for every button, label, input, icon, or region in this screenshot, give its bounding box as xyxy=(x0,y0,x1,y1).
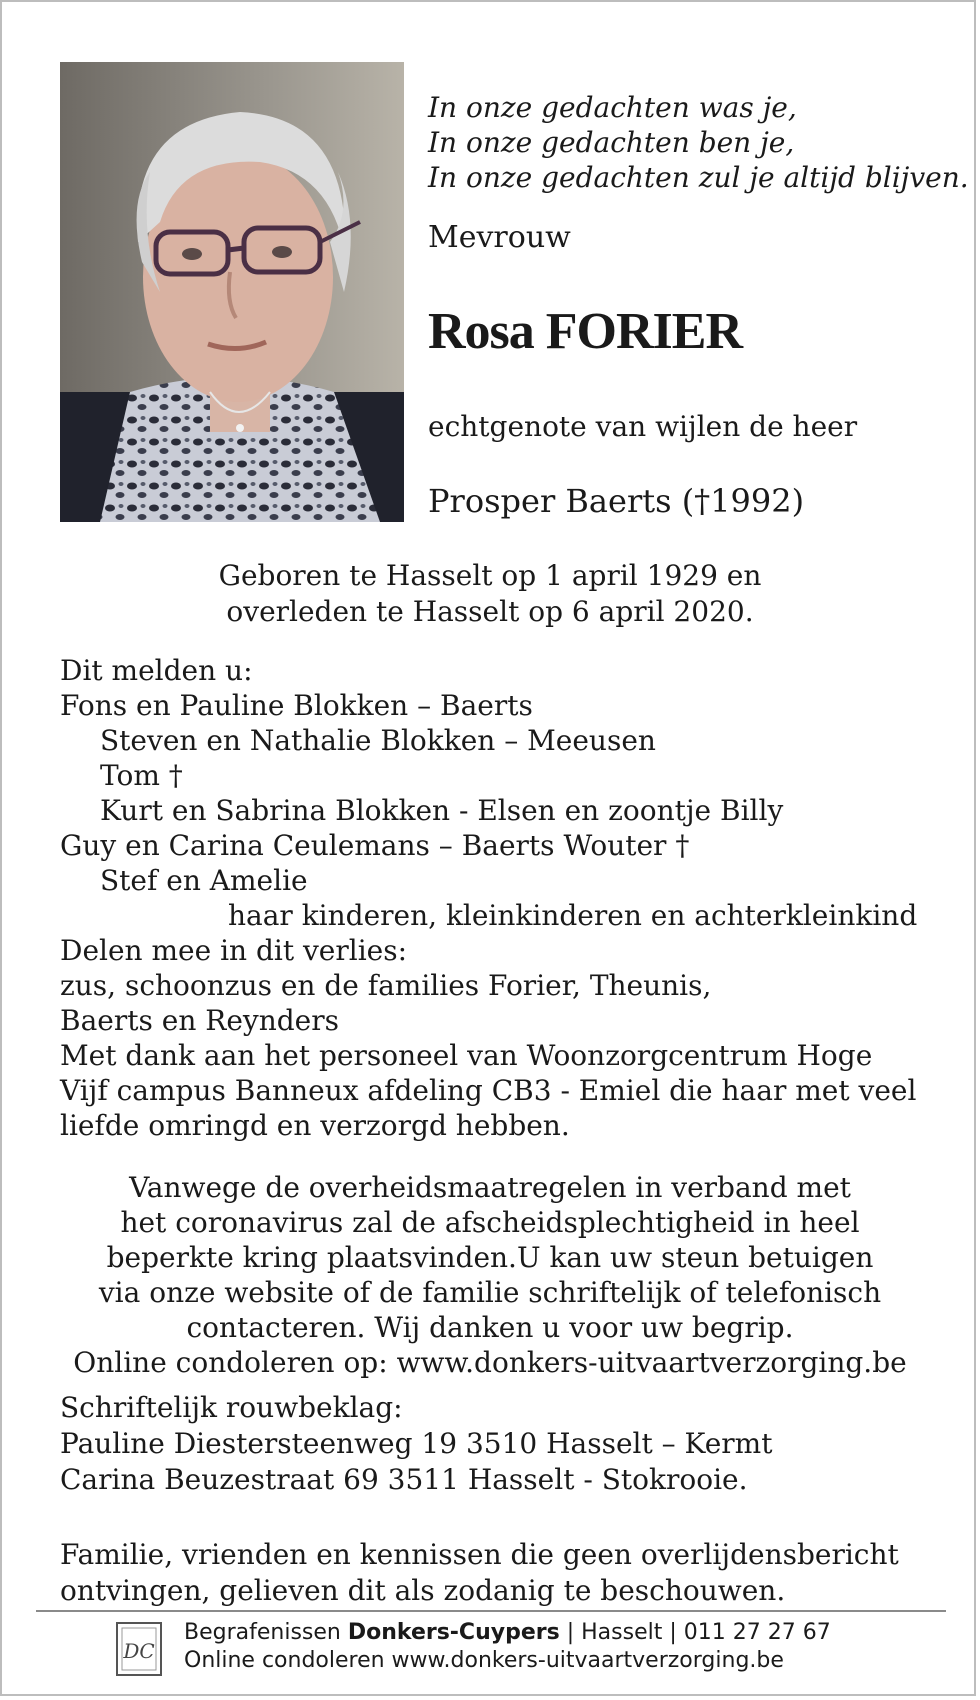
funeral-home-logo-icon xyxy=(114,1620,164,1678)
family-role: haar kinderen, kleinkinderen en achterkleinkind xyxy=(228,899,918,932)
share-intro: Delen mee in dit verlies: xyxy=(60,934,408,967)
memorial-poem xyxy=(428,90,968,195)
covid-notice xyxy=(2,1170,978,1380)
online-condolence-line: Online condoleren op: www.donkers-uitvaartverzorging.be xyxy=(73,1346,907,1379)
thanks-line: Met dank aan het personeel van Woonzorgcentrum Hoge xyxy=(60,1039,873,1072)
share-line: zus, schoonzus en de families Forier, Theunis, xyxy=(60,969,712,1002)
poem-line: In onze gedachten was je, xyxy=(428,91,797,124)
portrait-photo xyxy=(60,62,404,522)
family-line: Guy en Carina Ceulemans – Baerts Wouter † xyxy=(60,829,690,862)
footer-city: Hasselt xyxy=(581,1620,663,1645)
birth-line: Geboren te Hasselt op 1 april 1929 en xyxy=(218,559,762,592)
honorific: Mevrouw xyxy=(428,220,571,255)
spouse-relation: echtgenote van wijlen de heer xyxy=(428,410,858,443)
funeral-home-footer xyxy=(184,1619,964,1675)
birth-death-dates xyxy=(2,558,978,630)
footer-online: Online condoleren www.donkers-uitvaartverzorging.be xyxy=(184,1648,784,1673)
thanks-line: Vijf campus Banneux afdeling CB3 - Emiel die haar met veel xyxy=(60,1074,917,1107)
address-line: Carina Beuzestraat 69 3511 Hasselt - Stokrooie. xyxy=(60,1463,748,1496)
written-condolence xyxy=(60,1390,940,1498)
footer-divider xyxy=(36,1610,946,1612)
notice-line: Familie, vrienden en kennissen die geen overlijdensbericht xyxy=(60,1538,899,1571)
announcement-block xyxy=(60,653,940,1143)
deceased-name: Rosa FORIER xyxy=(428,303,743,360)
covid-line: Vanwege de overheidsmaatregelen in verband met xyxy=(129,1171,851,1204)
family-line: Stef en Amelie xyxy=(100,864,308,897)
footer-prefix: Begrafenissen xyxy=(184,1620,341,1645)
announce-intro: Dit melden u: xyxy=(60,654,253,687)
covid-line: beperkte kring plaatsvinden.U kan uw steun betuigen xyxy=(106,1241,874,1274)
family-line: Kurt en Sabrina Blokken - Elsen en zoontje Billy xyxy=(100,794,784,827)
family-line: Tom † xyxy=(100,759,183,792)
footer-separator: | xyxy=(566,1620,575,1645)
family-line: Fons en Pauline Blokken – Baerts xyxy=(60,689,533,722)
address-line: Pauline Diestersteenweg 19 3510 Hasselt – Kermt xyxy=(60,1427,773,1460)
footer-line-1 xyxy=(184,1619,964,1647)
footer-separator: | xyxy=(669,1620,677,1645)
covid-line: via onze website of de familie schriftelijk of telefonisch xyxy=(98,1276,882,1309)
logo-letters: DC xyxy=(123,1639,155,1663)
thanks-line: liefde omringd en verzorgd hebben. xyxy=(60,1109,570,1142)
letters-intro: Schriftelijk rouwbeklag: xyxy=(60,1391,403,1424)
spouse-name: Prosper Baerts (†1992) xyxy=(428,482,805,520)
family-line: Steven en Nathalie Blokken – Meeusen xyxy=(100,724,656,757)
closing-notice xyxy=(60,1537,940,1609)
funeral-home-name: Donkers-Cuypers xyxy=(347,1620,560,1645)
portrait-illustration xyxy=(60,62,404,522)
poem-line: In onze gedachten ben je, xyxy=(428,126,795,159)
footer-phone: 011 27 27 67 xyxy=(683,1620,831,1645)
death-line: overleden te Hasselt op 6 april 2020. xyxy=(226,595,754,628)
share-line: Baerts en Reynders xyxy=(60,1004,340,1037)
poem-line: In onze gedachten zul je altijd blijven. xyxy=(428,161,969,194)
notice-line: ontvingen, gelieven dit als zodanig te beschouwen. xyxy=(60,1574,786,1607)
covid-line: het coronavirus zal de afscheidsplechtigheid in heel xyxy=(120,1206,860,1239)
covid-line: contacteren. Wij danken u voor uw begrip. xyxy=(186,1311,794,1344)
